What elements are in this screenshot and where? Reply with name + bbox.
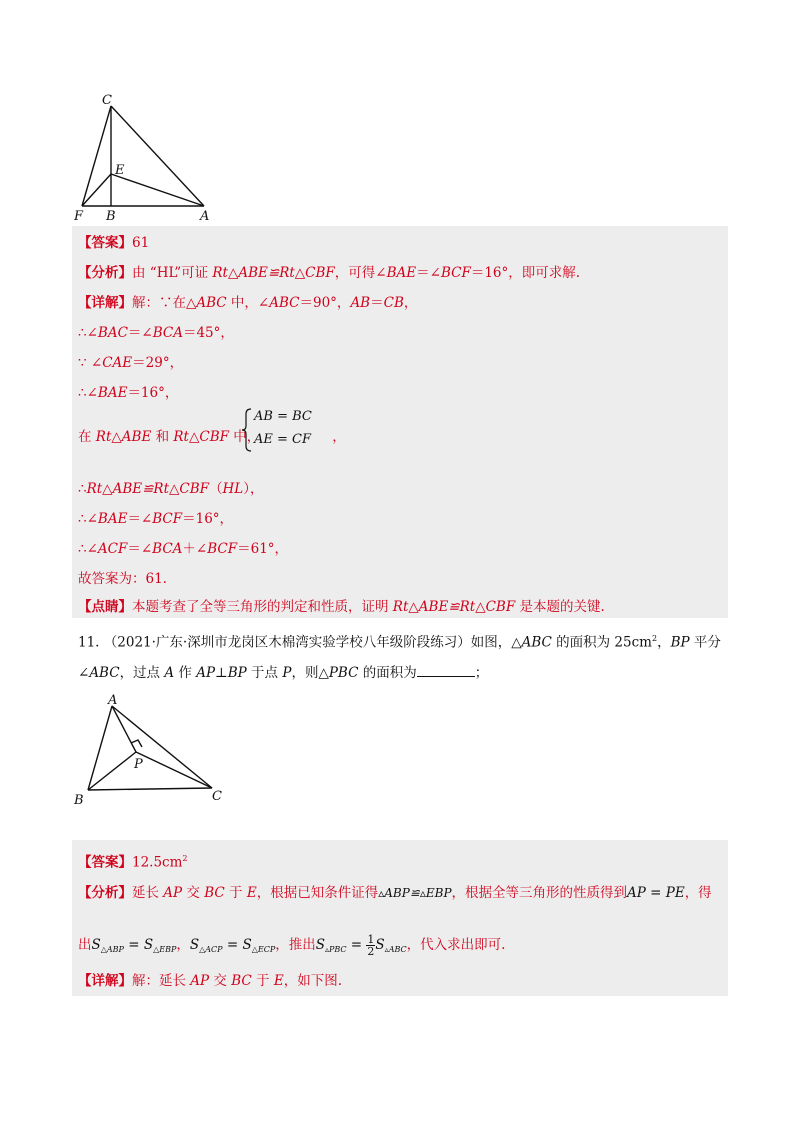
question-11-line-1: 11. （2021·广东·深圳市龙岗区木棉湾实验学校八年级阶段练习）如图，△ABC 的面积为 $25cm^2$，BP 平分: [78, 634, 721, 651]
answer-block-10: [72, 226, 728, 618]
detail-line-1: 【详解】解：∵在△ABC 中，∠ABC＝90°，AB＝CB，: [78, 295, 418, 311]
label-a: A: [200, 209, 210, 224]
label-p: P: [134, 757, 143, 772]
detail-line-5: 在 Rt△ABE 和 Rt△CBF 中， ，: [78, 429, 346, 445]
figure-triangle-cfa: [66, 92, 226, 224]
analysis-line: 【分析】由 “HL”可证 Rt△ABE≌Rt△CBF，可得∠BAE＝∠BCF＝16°，即可求解.: [78, 265, 581, 281]
label-e: E: [115, 163, 125, 178]
analysis-line-3: 出$S_{\triangle ABP} = S_{\triangle EBP}$，$S_{\triangle ACP} = S_{\triangle ECP}$，推出$S_{▵PBC}$ = $\frac{1}{2}$ $S_{▵ABC}$，代入求出即可.: [78, 933, 506, 958]
figure-triangle-abc: [66, 692, 246, 810]
detail-line-9: 故答案为：61.: [78, 571, 167, 587]
detail-line-3: ∵ ∠CAE＝29°，: [78, 355, 184, 371]
analysis-line-2: 【分析】延长 AP 交 BC 于 E，根据已知条件证得▵ABP≌▵EBP，根据全等三角形的性质得到AP = PE，得: [78, 885, 712, 901]
question-11-line-2: ∠ABC，过点 A 作 AP⊥BP 于点 P，则△PBC 的面积为 ；: [78, 662, 488, 682]
answer-blank: [417, 662, 475, 677]
key-point-line: 【点睛】本题考查了全等三角形的判定和性质，证明 Rt△ABE≌Rt△CBF 是本题的关键.: [78, 599, 605, 615]
detail-line-2-1: 【详解】解：延长 AP 交 BC 于 E，如下图.: [78, 973, 342, 989]
label-b: B: [106, 209, 116, 224]
detail-line-8: ∴∠ACF＝∠BCA＋∠BCF＝61°，: [78, 541, 289, 557]
answer-line: 【答案】61: [78, 235, 150, 251]
label-b2: B: [74, 793, 84, 808]
detail-line-6: ∴Rt△ABE≌Rt△CBF（HL），: [78, 481, 264, 497]
fraction-half: $\frac{1}{2}$: [367, 933, 375, 958]
system-eq-1: AB = BC: [254, 409, 312, 424]
detail-line-2: ∴∠BAC＝∠BCA＝45°，: [78, 325, 234, 341]
label-c2: C: [212, 789, 222, 804]
detail-line-7: ∴∠BAE＝∠BCF＝16°，: [78, 511, 234, 527]
answer-block-11: [72, 840, 728, 996]
label-c: C: [102, 93, 112, 108]
label-a2: A: [108, 693, 118, 708]
label-f: F: [74, 209, 84, 224]
system-brace: [242, 408, 252, 452]
system-eq-2: AE = CF: [254, 432, 312, 447]
detail-line-4: ∴∠BAE＝16°，: [78, 385, 179, 401]
answer-line-2: 【答案】$12.5cm^2$: [78, 854, 188, 871]
